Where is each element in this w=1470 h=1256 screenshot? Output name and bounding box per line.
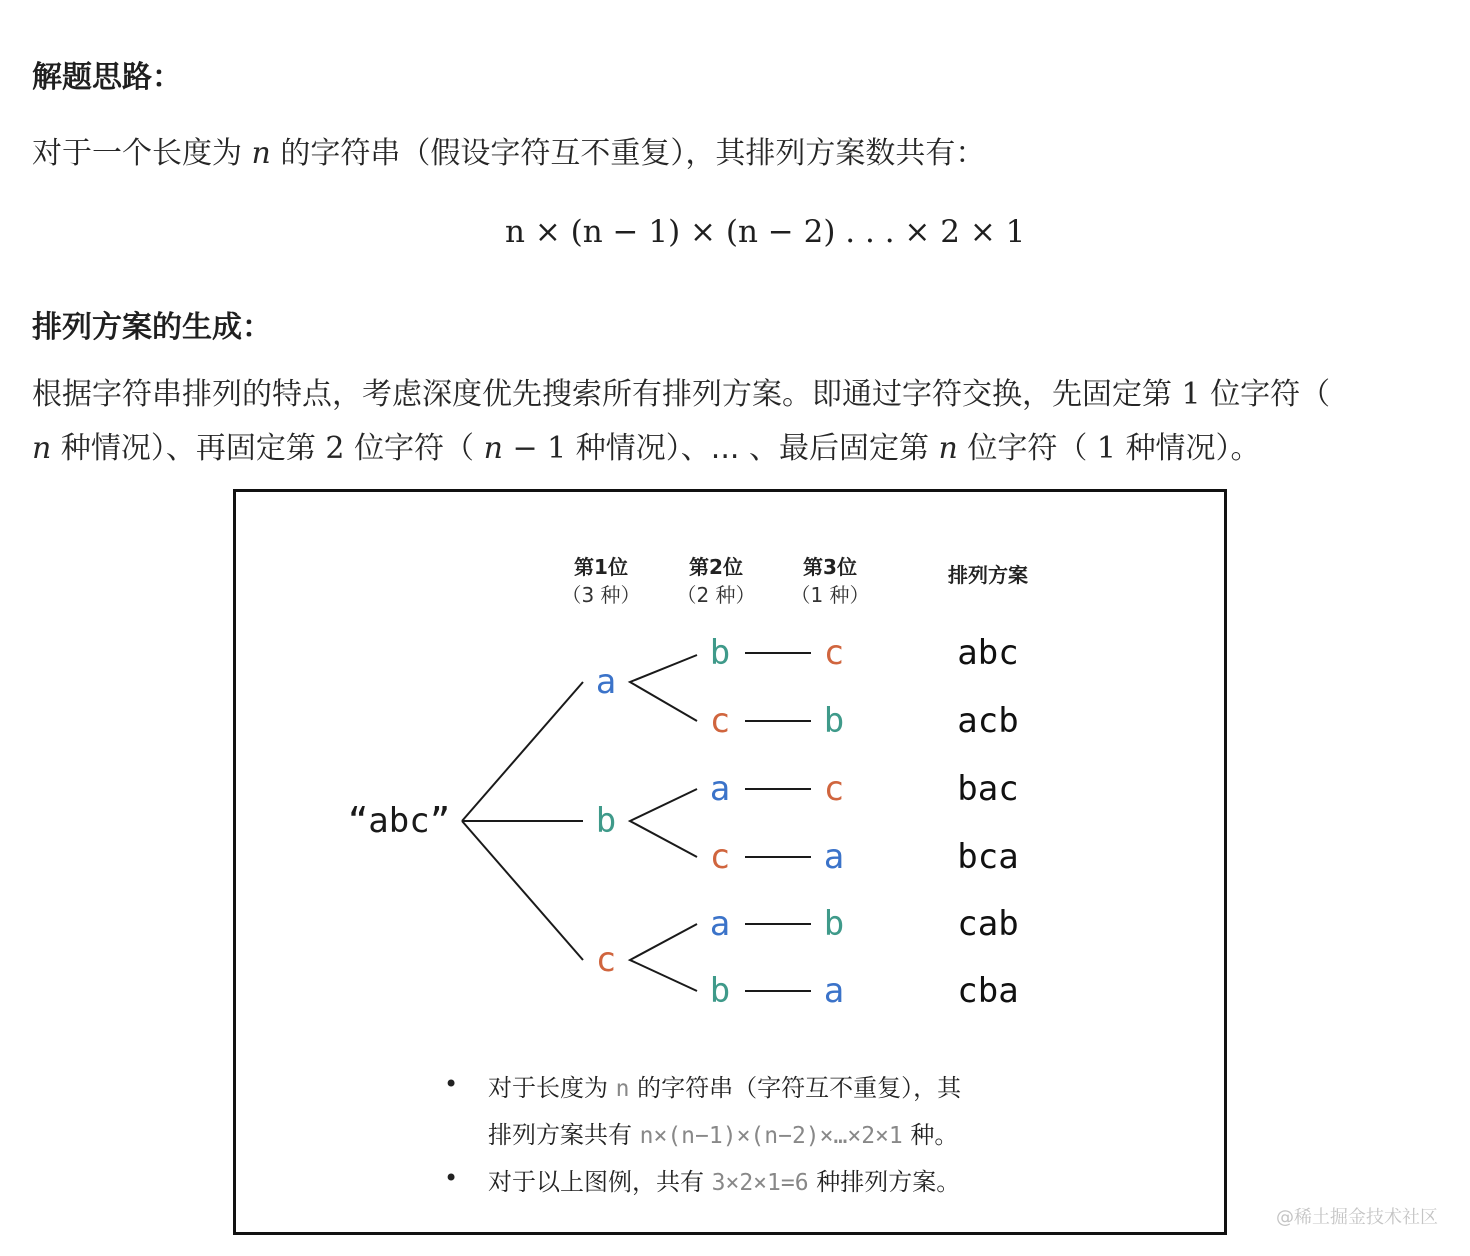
note2-code: 3×2×1=6 — [711, 1170, 809, 1196]
result-2: acb — [957, 701, 1019, 741]
note-bullet-1-line1 — [488, 1068, 961, 1103]
level2-node-4: c — [709, 837, 731, 877]
header-pos1-sub: （3 种） — [561, 583, 641, 607]
line2-number: 2 — [325, 431, 345, 466]
level2-node-6: b — [709, 971, 731, 1011]
note2-text-b: 种排列方案。 — [816, 1168, 961, 1196]
intro-var-n: n — [251, 136, 271, 171]
watermark: @稀土掘金技术社区 — [1276, 1207, 1438, 1228]
count-formula: n × (n − 1) × (n − 2) . . . × 2 × 1 — [505, 214, 1026, 250]
note-bullet-1-line2 — [488, 1115, 958, 1150]
level3-node-1: c — [823, 633, 845, 673]
line2-expr-n: n — [483, 431, 503, 466]
line2-text-d: 位字符（ — [967, 431, 1088, 466]
edge-a-branches — [630, 655, 697, 721]
heading-permutation-generation: 排列方案的生成： — [32, 310, 272, 345]
note1-line2-code: n×(n−1)×(n−2)×…×2×1 — [639, 1123, 903, 1149]
header-pos2-title: 第2位 — [689, 555, 743, 579]
level3-node-5: b — [823, 904, 845, 944]
level3-node-6: a — [823, 971, 845, 1011]
note1-text-b: 的字符串（字符互不重复），其 — [637, 1074, 962, 1102]
note-bullet-2-dot: • — [444, 1164, 459, 1192]
line2-text-b: 位字符（ — [354, 431, 475, 466]
level3-node-2: b — [823, 701, 845, 741]
line2-var-n2: n — [938, 431, 958, 466]
level2-node-1: b — [709, 633, 731, 673]
intro-text-before: 对于一个长度为 — [32, 136, 242, 171]
level3-node-3: c — [823, 769, 845, 809]
edge-root-a — [462, 682, 583, 821]
header-results-title: 排列方案 — [948, 563, 1028, 587]
note-bullet-2 — [488, 1162, 960, 1197]
result-1: abc — [957, 633, 1019, 673]
edge-b-branches — [630, 789, 697, 857]
level2-node-3: a — [709, 769, 731, 809]
header-pos1-title: 第1位 — [574, 555, 628, 579]
permutation-tree-figure — [233, 489, 1227, 1235]
edge-root-c — [462, 821, 583, 960]
result-6: cba — [957, 971, 1019, 1011]
tree-edges — [462, 653, 811, 991]
method-paragraph-line1 — [32, 369, 1330, 413]
header-pos3-sub: （1 种） — [790, 583, 870, 607]
level2-node-5: a — [709, 904, 731, 944]
note2-text-a: 对于以上图例，共有 — [488, 1168, 704, 1196]
note1-line2-text-b: 种。 — [910, 1121, 959, 1149]
line2-var-n: n — [32, 431, 52, 466]
intro-text-after: 的字符串（假设字符互不重复），其排列方案数共有： — [280, 136, 986, 171]
header-pos2-sub: （2 种） — [676, 583, 756, 607]
line1-number: 1 — [1181, 377, 1201, 412]
edge-c-branches — [630, 924, 697, 991]
method-paragraph-line2 — [32, 423, 1261, 467]
note1-line2-text-a: 排列方案共有 — [488, 1121, 632, 1149]
result-5: cab — [957, 904, 1019, 944]
intro-paragraph — [32, 128, 985, 172]
line2-expr-rest: − 1 — [512, 431, 567, 466]
level1-node-c: c — [595, 940, 617, 980]
tree-root-label: “abc” — [347, 801, 451, 841]
note1-code-n: n — [615, 1076, 630, 1102]
header-pos3-title: 第3位 — [803, 555, 857, 579]
level3-node-4: a — [823, 837, 845, 877]
line1-text-b: 位字符（ — [1210, 377, 1331, 412]
line2-number2: 1 — [1096, 431, 1117, 466]
level1-node-b: b — [595, 801, 617, 841]
level2-node-2: c — [709, 701, 731, 741]
line2-text-c: 种情况）、... 、最后固定第 — [575, 431, 929, 466]
line2-text-a: 种情况）、再固定第 — [60, 431, 316, 466]
line1-text-a: 根据字符串排列的特点，考虑深度优先搜索所有排列方案。即通过字符交换，先固定第 — [32, 377, 1172, 412]
result-4: bca — [957, 837, 1019, 877]
level1-node-a: a — [595, 662, 617, 702]
heading-solution-idea: 解题思路： — [32, 60, 182, 95]
note-bullet-1-dot: • — [444, 1070, 459, 1098]
result-3: bac — [957, 769, 1019, 809]
line2-text-e: 种情况）。 — [1125, 431, 1261, 466]
note1-text-a: 对于长度为 — [488, 1074, 608, 1102]
